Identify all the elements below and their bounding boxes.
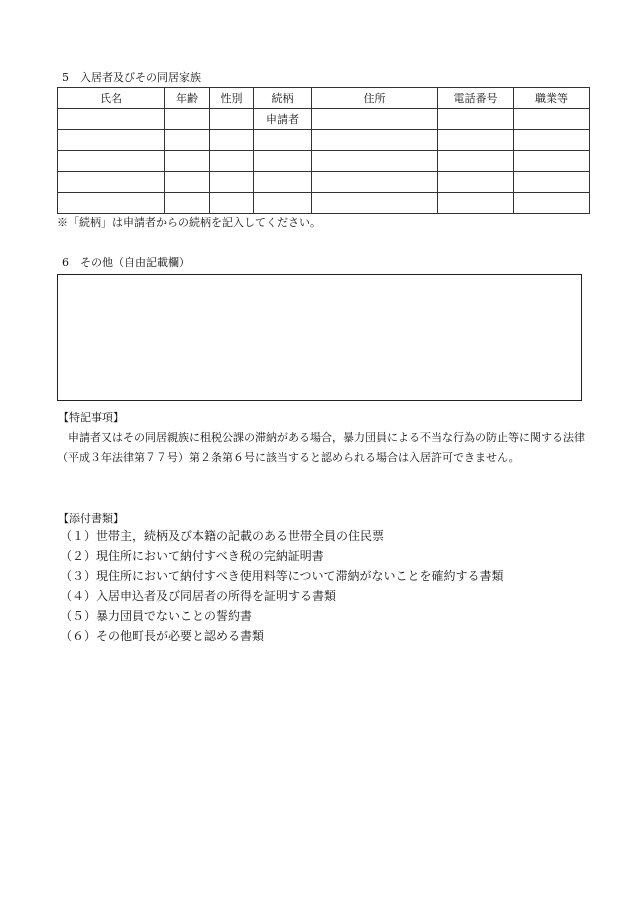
list-item: （３）現住所において納付すべき使用料等について滞納がないことを確約する書類: [60, 569, 504, 583]
cell-phone[interactable]: [438, 151, 514, 172]
cell-sex[interactable]: [210, 151, 254, 172]
table-row: [58, 130, 590, 151]
cell-address[interactable]: [312, 172, 438, 193]
cell-name[interactable]: [58, 109, 165, 130]
cell-occupation[interactable]: [514, 172, 590, 193]
cell-name[interactable]: [58, 151, 165, 172]
column-header-relation: 続柄: [254, 88, 312, 109]
column-header-phone: 電話番号: [438, 88, 514, 109]
cell-phone[interactable]: [438, 193, 514, 214]
section-5-title: 5 入居者及びその同居家族: [62, 71, 201, 84]
cell-relation[interactable]: [254, 151, 312, 172]
cell-relation[interactable]: [254, 193, 312, 214]
list-item: （１）世帯主，続柄及び本籍の記載のある世帯全員の住民票: [60, 529, 385, 543]
list-item: （６）その他町長が必要と認める書類: [60, 629, 265, 643]
column-header-age: 年齢: [165, 88, 210, 109]
cell-name[interactable]: [58, 172, 165, 193]
cell-sex[interactable]: [210, 109, 254, 130]
cell-name[interactable]: [58, 130, 165, 151]
table-header-row: [58, 88, 590, 109]
list-item: （２）現住所において納付すべき税の完納証明書: [60, 549, 324, 563]
free-text-box[interactable]: [57, 274, 582, 401]
cell-age[interactable]: [165, 130, 210, 151]
cell-age[interactable]: [165, 151, 210, 172]
cell-occupation[interactable]: [514, 151, 590, 172]
relation-note: ※「続柄」は申請者からの続柄を記入してください。: [57, 216, 321, 229]
column-header-name: 氏名: [58, 88, 165, 109]
attachments-list: [60, 526, 600, 646]
cell-occupation[interactable]: [514, 109, 590, 130]
list-item: （４）入居申込者及び同居者の所得を証明する書類: [60, 589, 337, 603]
cell-sex[interactable]: [210, 193, 254, 214]
column-header-sex: 性別: [210, 88, 254, 109]
cell-address[interactable]: [312, 130, 438, 151]
cell-occupation[interactable]: [514, 130, 590, 151]
section-6-title: 6 その他（自由記載欄）: [62, 256, 190, 269]
cell-occupation[interactable]: [514, 193, 590, 214]
special-notes-heading: 【特記事項】: [58, 411, 124, 424]
table-row: [58, 193, 590, 214]
list-item: （５）暴力団員でないことの誓約書: [60, 609, 253, 623]
column-header-occupation: 職業等: [514, 88, 590, 109]
cell-name[interactable]: [58, 193, 165, 214]
cell-phone[interactable]: [438, 172, 514, 193]
cell-relation: 申請者: [254, 109, 312, 130]
cell-address[interactable]: [312, 193, 438, 214]
table-row: [58, 109, 590, 130]
table-row: [58, 151, 590, 172]
cell-relation[interactable]: [254, 130, 312, 151]
column-header-address: 住所: [312, 88, 438, 109]
cell-age[interactable]: [165, 109, 210, 130]
cell-phone[interactable]: [438, 109, 514, 130]
cell-address[interactable]: [312, 151, 438, 172]
cell-age[interactable]: [165, 193, 210, 214]
cell-age[interactable]: [165, 172, 210, 193]
cell-phone[interactable]: [438, 130, 514, 151]
family-table: [57, 87, 590, 214]
table-row: [58, 172, 590, 193]
attachments-heading: 【添付書類】: [58, 512, 124, 525]
cell-sex[interactable]: [210, 172, 254, 193]
cell-address[interactable]: [312, 109, 438, 130]
cell-sex[interactable]: [210, 130, 254, 151]
cell-relation[interactable]: [254, 172, 312, 193]
special-notes-body: 申請者又はその同居親族に租税公課の滞納がある場合，暴力団員による不当な行為の防止等に関する法律（平成３年法律第７７号）第２条第６号に該当すると認められる場合は入居許可できません。: [57, 431, 585, 464]
